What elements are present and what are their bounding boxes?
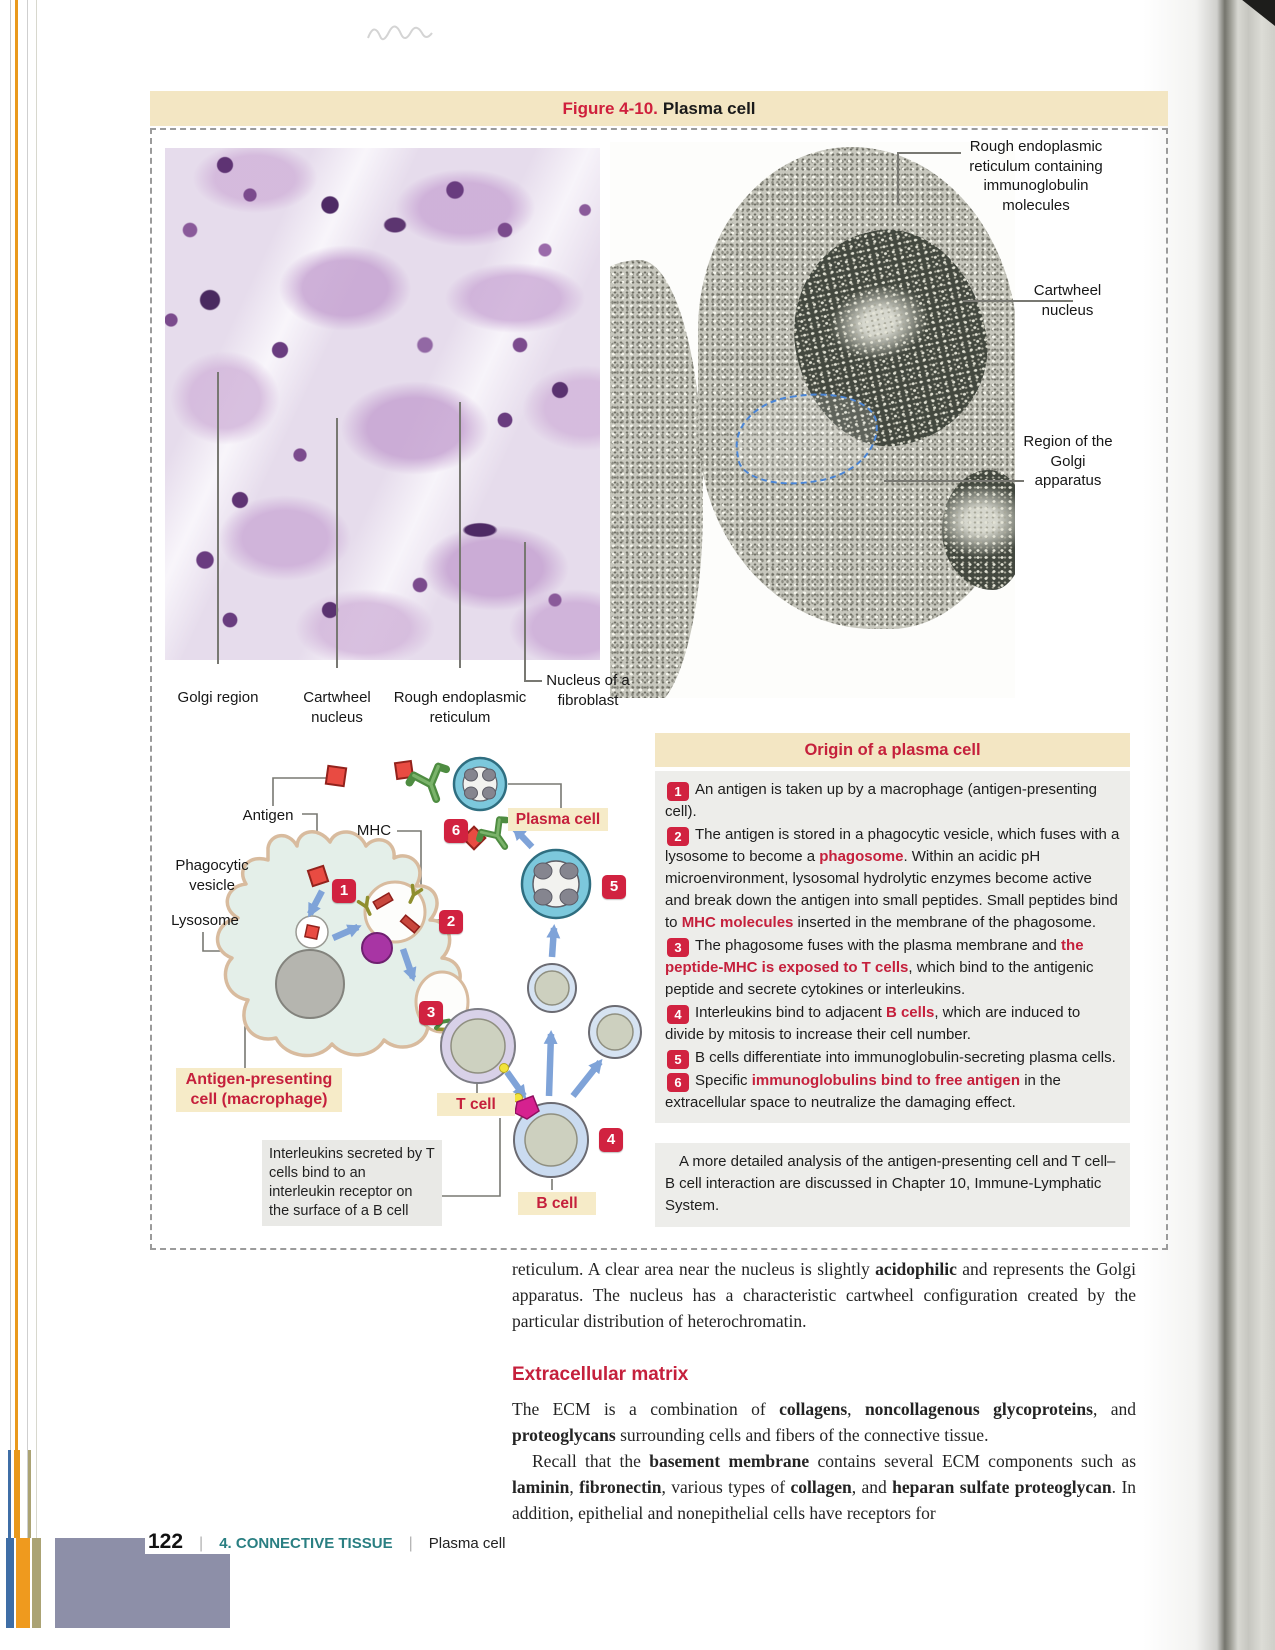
origin-panel-steps	[655, 771, 1130, 1123]
label-phagocytic-vesicle: Phagocytic vesicle	[175, 857, 249, 894]
b-cell-daughter-2	[589, 1006, 641, 1058]
page-tab-upper	[55, 1538, 145, 1628]
lm-label-rer: Rough endoplasmic reticulum	[393, 689, 527, 726]
figure-number: Figure 4-10.	[562, 98, 658, 118]
label-antigen: Antigen	[242, 807, 294, 824]
origin-step-5	[665, 1047, 1120, 1069]
electron-micrograph	[610, 142, 1015, 698]
step-badge: 6	[667, 1073, 689, 1092]
body-paragraph-2: The ECM is a combination of collagens, noncollagenous glycoproteins, and proteoglycans surrounding cells and fibers of the connective tissue.	[512, 1399, 1136, 1445]
origin-step-6	[665, 1070, 1120, 1114]
section-heading: Extracellular matrix	[512, 1364, 689, 1385]
page-tab-lower	[145, 1554, 230, 1628]
leader-fibroblast-vertical	[524, 542, 526, 682]
plasma-cell-secreting-shape	[454, 758, 506, 810]
footer-separator: |	[408, 1535, 413, 1552]
body-paragraph-1: reticulum. A clear area near the nucleus is slightly acidophilic and represents the Golgi apparatus. The nucleus has a characteristic cartwheel configuration created by the particular distribution of heterochromatin.	[512, 1259, 1136, 1331]
step-badge: 1	[667, 782, 689, 801]
diagram-step-badge-2: 2	[439, 910, 463, 934]
leader-cartwheel-lm	[336, 418, 338, 668]
step-text: Interleukins bind to adjacent B cells, which are induced to divide by mitosis to increase their cell number.	[665, 1004, 1081, 1043]
footer-separator: |	[199, 1535, 204, 1552]
left-edge-orange-stripe	[15, 0, 18, 1538]
pencil-orange-body	[14, 1450, 20, 1538]
footer-chapter: 4. CONNECTIVE TISSUE	[219, 1535, 393, 1552]
step-badge: 2	[667, 827, 689, 846]
diagram-step-badge-1: 1	[332, 879, 356, 903]
origin-panel-header: Origin of a plasma cell	[655, 733, 1130, 767]
em-label-cartwheel-nucleus: Cartwheel nucleus	[1033, 282, 1102, 319]
interleukin-dot-tcell	[500, 1064, 509, 1073]
left-edge-line-2	[27, 0, 28, 1538]
page-footer	[148, 1530, 505, 1554]
body-text-column	[512, 1256, 1136, 1526]
step-text: The phagosome fuses with the plasma membrane and the peptide-MHC is exposed to T cells, which bind to the antigenic peptide and secrete cytokines or interleukins.	[665, 937, 1094, 998]
step-text: The antigen is stored in a phagocytic vesicle, which fuses with a lysosome to become a phagosome. Within an acidic pH microenvironment, lysosomal hydrolytic enzymes become active and break down the antigen into small peptides. Small peptides bind to MHC molecules inserted in the membrane of the phagosome.	[665, 826, 1120, 931]
origin-step-1	[665, 779, 1120, 823]
left-edge-line-3	[36, 0, 37, 1538]
origin-step-3	[665, 935, 1120, 1001]
step-badge: 5	[667, 1050, 689, 1069]
light-micrograph	[165, 148, 600, 660]
origin-step-2	[665, 824, 1120, 934]
diagram-step-badge-5: 5	[602, 875, 626, 899]
pencil-blue-body	[8, 1450, 11, 1538]
figure-title: Plasma cell	[662, 98, 756, 118]
interleukin-note: Interleukins secreted by T cells bind to an interleukin receptor on the surface of a B cell	[262, 1140, 442, 1226]
pencil-scribble	[360, 12, 450, 52]
em-label-golgi-region: Region of the Golgi apparatus	[1023, 433, 1113, 489]
step-badge: 4	[667, 1005, 689, 1024]
b-cell-daughter-1	[528, 964, 576, 1012]
origin-step-4	[665, 1002, 1120, 1046]
step-text: An antigen is taken up by a macrophage (antigen-presenting cell).	[665, 781, 1097, 820]
leader-rer-horizontal	[897, 152, 961, 154]
pencil-olive-body	[28, 1450, 31, 1538]
body-paragraph-3: Recall that the basement membrane contains several ECM components such as laminin, fibronectin, various types of collagen, and heparan sulfate proteoglycan. In addition, epithelial and nonepithelial cells have receptors for	[512, 1451, 1137, 1523]
label-t-cell: T cell	[437, 1093, 515, 1116]
em-label-rer: Rough endoplasmic reticulum containing immunoglobulin molecules	[969, 138, 1103, 214]
lm-label-cartwheel-nucleus: Cartwheel nucleus	[303, 689, 371, 726]
label-lysosome: Lysosome	[171, 912, 239, 929]
pencil-blue-tip	[6, 1538, 14, 1628]
diagram-step-badge-3: 3	[419, 1001, 443, 1025]
figure-title-bar	[150, 91, 1168, 126]
label-b-cell: B cell	[518, 1192, 596, 1215]
footer-topic: Plasma cell	[428, 1535, 506, 1552]
pencil-olive-tip	[32, 1538, 41, 1628]
lm-label-golgi-region: Golgi region	[177, 689, 259, 706]
step-text: B cells differentiate into immunoglobulin-secreting plasma cells.	[695, 1049, 1116, 1066]
left-edge-line	[10, 0, 11, 1538]
step-text: Specific immunoglobulins bind to free antigen in the extracellular space to neutralize the damaging effect.	[665, 1072, 1061, 1111]
label-mhc: MHC	[356, 822, 392, 839]
origin-panel-note: A more detailed analysis of the antigen-presenting cell and T cell–B cell interaction are discussed in Chapter 10, Immune-Lymphatic System.	[655, 1143, 1130, 1227]
lysosome-shape	[362, 933, 392, 963]
step-badge: 3	[667, 938, 689, 957]
antibody-top	[408, 764, 455, 805]
em-adjacent-cell	[610, 260, 703, 698]
label-plasma-cell: Plasma cell	[508, 808, 608, 831]
leader-golgi-lm	[217, 372, 219, 664]
diagram-step-badge-4: 4	[599, 1128, 623, 1152]
leader-rer-lm	[459, 402, 461, 668]
macrophage-nucleus	[276, 950, 344, 1018]
lm-label-fibroblast-nucleus: Nucleus of a fibroblast	[546, 672, 630, 709]
leader-rer-vertical	[897, 152, 899, 205]
plasma-cell-shape	[522, 850, 590, 918]
page-number: 122	[148, 1530, 184, 1553]
pencil-orange-tip	[16, 1538, 30, 1628]
diagram-step-badge-6: 6	[444, 819, 468, 843]
label-antigen-presenting-cell: Antigen-presenting cell (macrophage)	[176, 1068, 342, 1112]
leader-golgi-region	[884, 480, 1024, 482]
